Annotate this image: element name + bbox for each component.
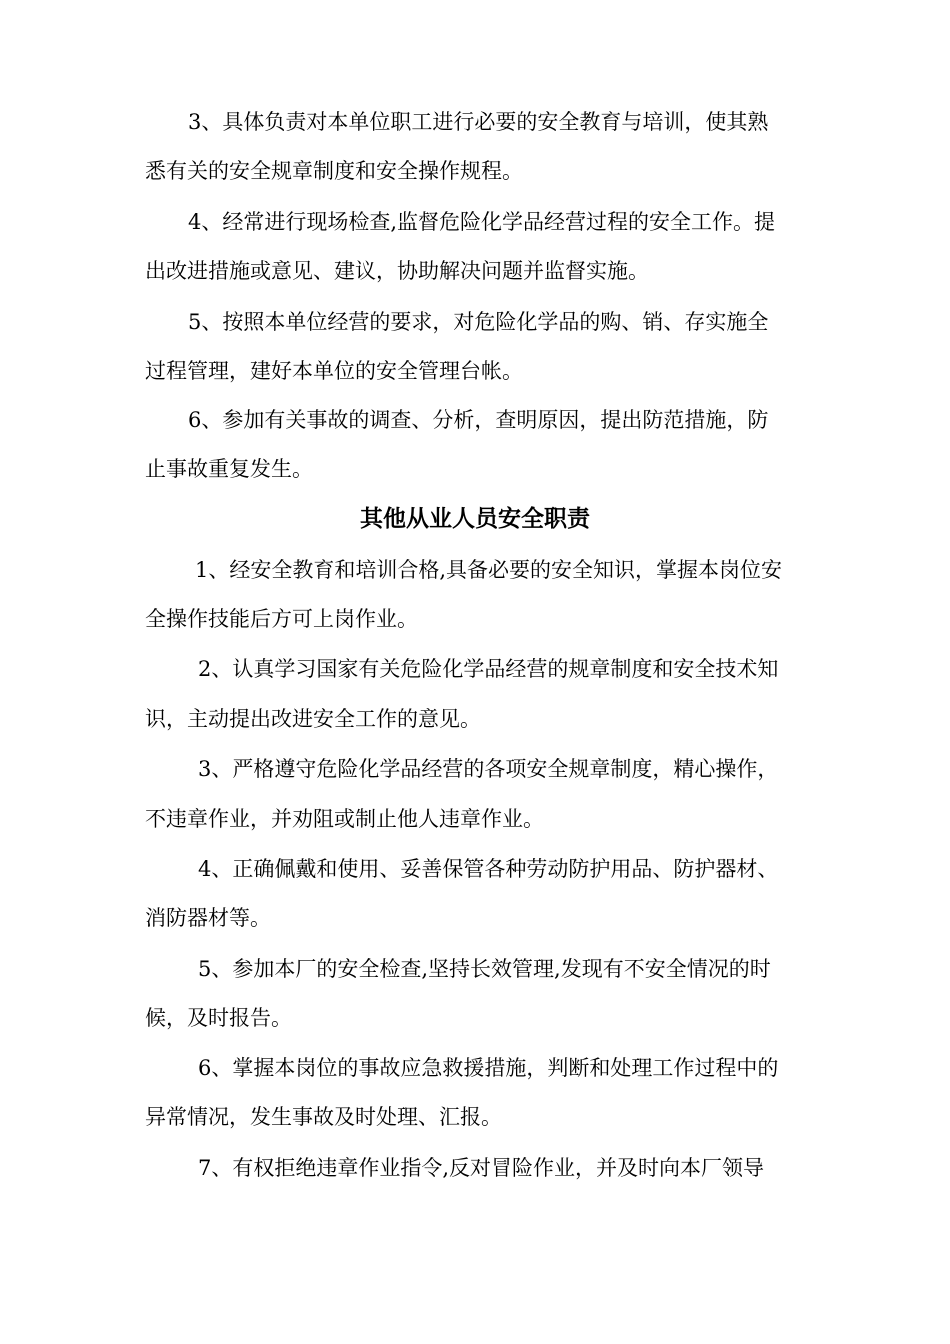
paragraph-line: 异常情况，发生事故及时处理、汇报。 bbox=[145, 1105, 502, 1129]
section-title: 其他从业人员安全职责 bbox=[360, 505, 590, 532]
paragraph-line: 不违章作业，并劝阻或制止他人违章作业。 bbox=[145, 807, 544, 831]
paragraph-line: 过程管理，建好本单位的安全管理台帐。 bbox=[145, 359, 523, 383]
paragraph-line: 全操作技能后方可上岗作业。 bbox=[145, 607, 418, 631]
paragraph-line: 6、掌握本岗位的事故应急救援措施，判断和处理工作过程中的 bbox=[198, 1056, 779, 1080]
paragraph-line: 3、严格遵守危险化学品经营的各项安全规章制度，精心操作， bbox=[198, 757, 779, 781]
paragraph-line: 7、有权拒绝违章作业指令,反对冒险作业，并及时向本厂领导 bbox=[198, 1156, 765, 1180]
paragraph-line: 4、经常进行现场检查,监督危险化学品经营过程的安全工作。提 bbox=[188, 210, 776, 234]
paragraph-line: 2、认真学习国家有关危险化学品经营的规章制度和安全技术知 bbox=[198, 657, 779, 681]
paragraph-line: 消防器材等。 bbox=[145, 906, 271, 930]
paragraph-line: 5、按照本单位经营的要求，对危险化学品的购、销、存实施全 bbox=[188, 310, 769, 334]
paragraph-line: 5、参加本厂的安全检查,坚持长效管理,发现有不安全情况的时 bbox=[198, 957, 771, 981]
paragraph-line: 6、参加有关事故的调查、分析，查明原因，提出防范措施，防 bbox=[188, 408, 769, 432]
paragraph-line: 出改进措施或意见、建议，协助解决问题并监督实施。 bbox=[145, 259, 649, 283]
paragraph-line: 4、正确佩戴和使用、妥善保管各种劳动防护用品、防护器材、 bbox=[198, 857, 779, 881]
paragraph-line: 候，及时报告。 bbox=[145, 1006, 292, 1030]
paragraph-line: 止事故重复发生。 bbox=[145, 457, 313, 481]
paragraph-line: 悉有关的安全规章制度和安全操作规程。 bbox=[145, 159, 523, 183]
paragraph-line: 1、经安全教育和培训合格,具备必要的安全知识，掌握本岗位安 bbox=[195, 558, 783, 582]
paragraph-line: 识，主动提出改进安全工作的意见。 bbox=[145, 707, 481, 731]
paragraph-line: 3、具体负责对本单位职工进行必要的安全教育与培训，使其熟 bbox=[188, 110, 769, 134]
